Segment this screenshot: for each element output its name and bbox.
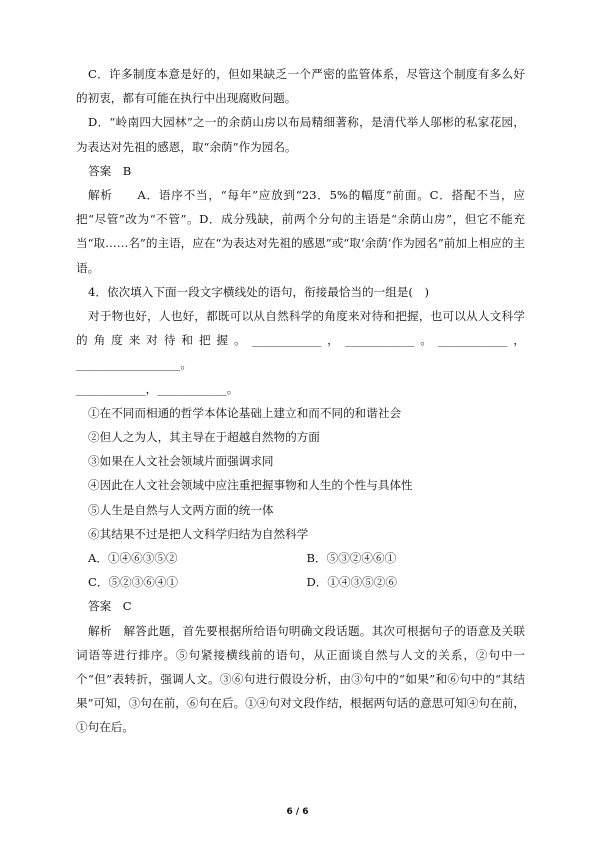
sentence-1: ①在不同而相通的哲学本体论基础上建立和而不同的和谐社会 [88, 405, 402, 420]
choice-options [76, 546, 525, 594]
question-4-stem: 4．依次填入下面一段文字横线处的语句，衔接最恰当的一组是( ) [88, 284, 430, 299]
page-number: 6 / 6 [286, 807, 309, 817]
question-4-passage: 对于物也好，人也好，都既可以从自然科学的角度来对待和把握，也可以从人文科学的角度来对待和把握。____________，____________。____________，__________________。 [76, 309, 525, 372]
sentence-2: ②但人之为人，其主导在于超越自然物的方面 [88, 430, 320, 445]
choice-c: C．⑤②③⑥④① [88, 575, 179, 590]
page-content [76, 62, 525, 740]
choice-a: A．①④⑥③⑤② [88, 551, 178, 566]
answer-4: 答案 C [88, 599, 132, 614]
option-d-text: D．“岭南四大园林”之一的余荫山房以布局精细著称，是清代举人邬彬的私家花园，为表达对先祖的感恩，取“余荫”作为园名。 [76, 115, 525, 154]
sentence-6: ⑥其结果不过是把人文科学归结为自然科学 [88, 526, 309, 541]
answer-3: 答案 B [88, 163, 132, 178]
question-4-passage-tail: ____________，____________。 [76, 381, 239, 396]
option-c-text: C．许多制度本意是好的，但如果缺乏一个严密的监管体系，尽管这个制度有多么好的初衷，都有可能在执行中出现腐败问题。 [76, 67, 525, 106]
choice-b: B．⑤③②④⑥① [306, 551, 397, 566]
analysis-3: 解析 A．语序不当，“每年”应放到“23．5%的幅度”前面。C．搭配不当，应把“尽管”改为“不管”。D．成分残缺，前两个分句的主语是“余荫山房”，但它不能充当“取……名”的主语，应在“为表达对先祖的感恩”或“取‘余荫’作为园名”前加上相应的主语。 [76, 188, 525, 275]
choice-d: D．①④③⑤②⑥ [306, 575, 397, 590]
sentence-4: ④因此在人文社会领域中应注重把握事物和人生的个性与具体性 [88, 478, 413, 493]
sentence-5: ⑤人生是自然与人文两方面的统一体 [88, 502, 274, 517]
analysis-4: 解析 解答此题，首先要根据所给语句明确文段话题。其次可根据句子的语意及关联词语等进行排序。⑤句紧接横线前的语句，从正面谈自然与人文的关系，②句中一个“但”表转折，强调人文。③⑥句进行假设分析，由③句中的“如果”和⑥句中的“其结果”可知，③句在前，⑥句在后。①④句对文段作结，根据两句话的意思可知④句在前，①句在后。 [76, 623, 525, 735]
sentence-3: ③如果在人文社会领域片面强调求同 [88, 454, 274, 469]
